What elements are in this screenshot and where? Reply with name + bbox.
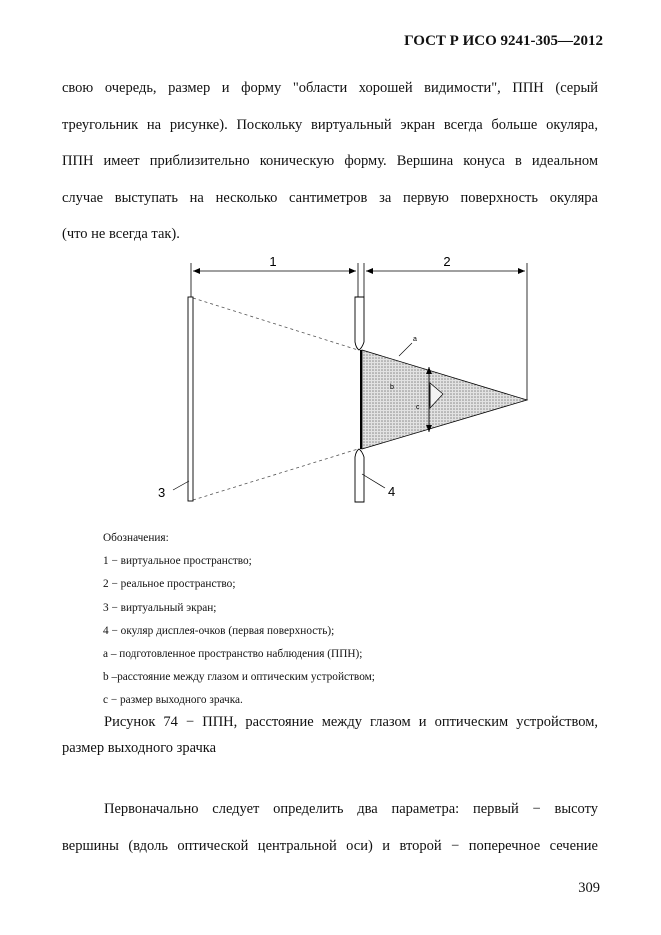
- document-header: ГОСТ Р ИСО 9241-305—2012: [404, 33, 603, 49]
- eyepiece-upper: [355, 297, 364, 350]
- text-line: (что не всегда так).: [62, 226, 180, 242]
- text-line: вершины (вдоль оптической центральной оси) и второй − поперечное сечение: [62, 837, 598, 854]
- paragraph-next: [62, 791, 598, 864]
- legend-item: 2 − реальное пространство;: [103, 578, 236, 591]
- callout-3: 3: [158, 485, 166, 500]
- callout-4: 4: [388, 484, 396, 499]
- dimension-label-2: 2: [443, 254, 451, 269]
- legend-item: c − размер выходного зрачка.: [103, 694, 243, 707]
- legend-item: a – подготовленное пространство наблюдения (ППН);: [103, 648, 363, 661]
- text-line: свою очередь, размер и форму "области хорошей видимости", ППН (серый: [62, 80, 598, 96]
- text-line: Первоначально следует определить два параметра: первый − высоту: [104, 801, 598, 817]
- page-number: 309: [578, 880, 600, 896]
- leader-4: [362, 474, 385, 488]
- legend-item: 1 − виртуальное пространство;: [103, 555, 252, 568]
- legend-item: b –расстояние между глазом и оптическим устройством;: [103, 671, 375, 684]
- figure-caption: [62, 709, 598, 761]
- dimension-label-1: 1: [269, 254, 277, 269]
- label-a: a: [413, 336, 417, 343]
- text-line: ППН имеет приблизительно коническую форму. Вершина конуса в идеальном: [62, 153, 598, 169]
- caption-line: размер выходного зрачка: [62, 740, 217, 756]
- virtual-screen: [188, 297, 193, 501]
- figure-legend: [103, 527, 375, 713]
- eyepiece-lower: [355, 449, 364, 502]
- legend-item: 3 − виртуальный экран;: [103, 601, 217, 614]
- text-line: треугольник на рисунке). Поскольку виртуальный экран всегда больше окуляра,: [62, 116, 598, 133]
- label-c: c: [416, 404, 420, 411]
- ray-lines: [193, 298, 358, 500]
- caption-line: Рисунок 74 − ППН, расстояние между глазом и оптическим устройством,: [104, 714, 598, 730]
- legend-item: 4 − окуляр дисплея-очков (первая поверхность);: [103, 624, 335, 637]
- label-b: b: [390, 384, 394, 391]
- ppn-triangle: [362, 350, 527, 449]
- legend-title: Обозначения:: [103, 532, 169, 544]
- leader-3: [173, 481, 189, 490]
- leader-a: [399, 343, 412, 356]
- text-line: случае выступать на несколько сантиметров за первую поверхность окуляра: [62, 189, 598, 206]
